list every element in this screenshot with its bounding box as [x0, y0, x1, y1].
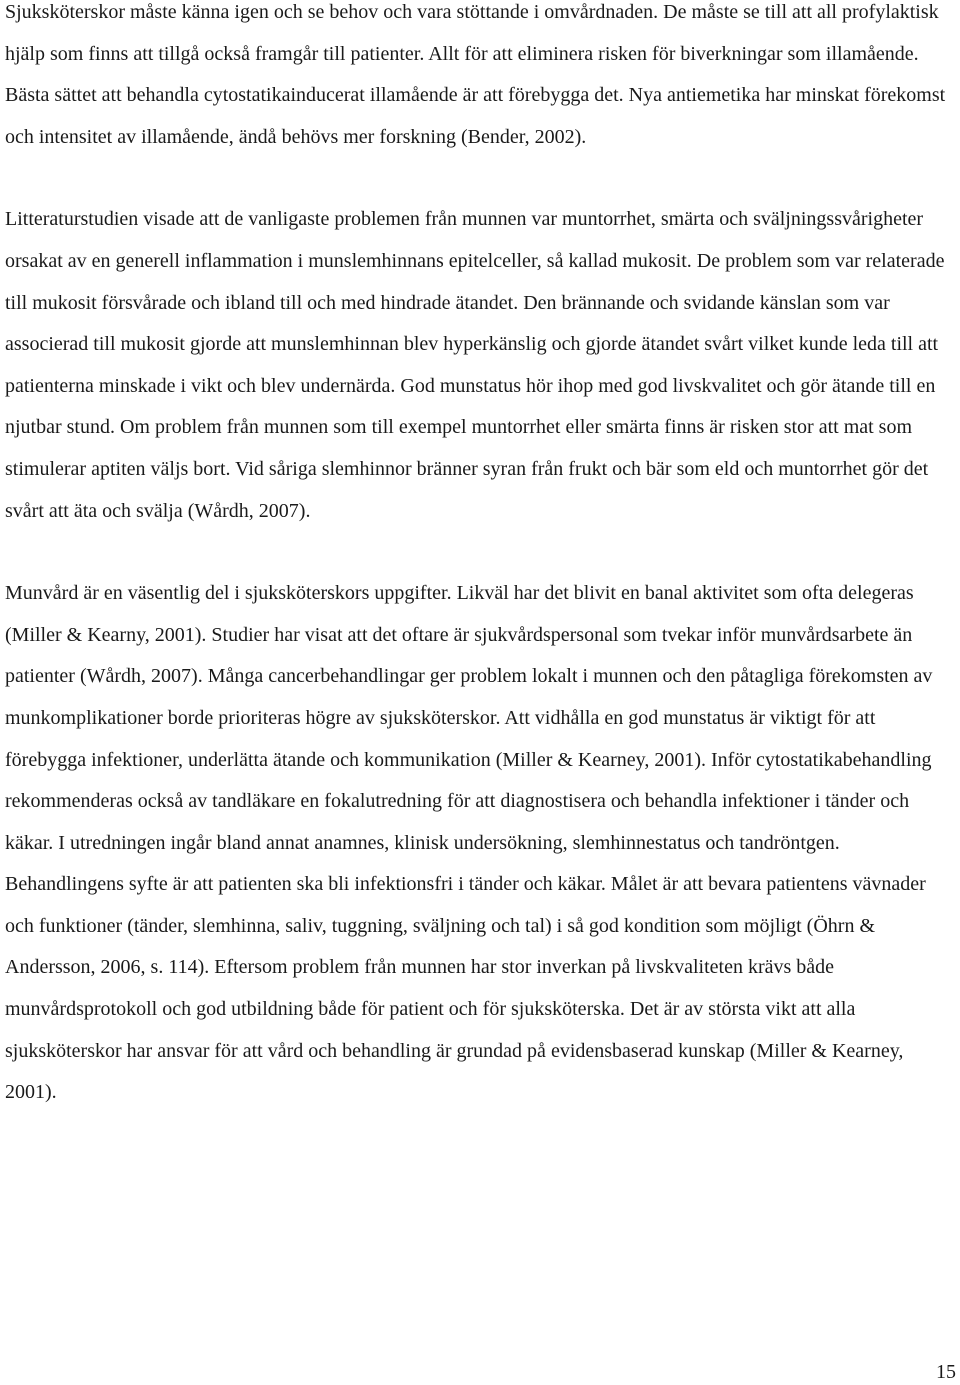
page-number: 15: [936, 1361, 956, 1383]
paragraph-mucositis-findings: Litteraturstudien visade att de vanligaste problemen från munnen var muntorrhet, smärta och sväljningssvårigheter orsakat av en generell inflammation i munslemhinnans epitelceller, så kallad mukosit. De problem som var relaterade till mukosit försvårade och ibland till och med hindrade ätandet. Den brännande och svidande känslan som var associerad till mukosit gjorde att munslemhinnan blev hyperkänslig och gjorde ätandet svårt vilket kunde leda till att patienterna minskade i vikt och blev undernärda. God munstatus hör ihop med god livskvalitet och gör ätande till en njutbar stund. Om problem från munnen som till exempel muntorrhet eller smärta finns är risken stor att mat som stimulerar aptiten väljs bort. Vid såriga slemhinnor bränner syran från frukt och bär som eld och muntorrhet gör det svårt att äta och svälja (Wårdh, 2007).: [5, 208, 945, 522]
document-page: [5, 0, 955, 1114]
paragraph-oral-care: Munvård är en väsentlig del i sjuksköterskors uppgifter. Likväl har det blivit en banal aktivitet som ofta delegeras (Miller & Kearny, 2001). Studier har visat att det oftare är sjukvårdspersonal som tvekar inför munvårdsarbete än patienter (Wårdh, 2007). Många cancerbehandlingar ger problem lokalt i munnen och den påtagliga förekomsten av munkomplikationer borde prioriteras högre av sjuksköterskor. Att vidhålla en god munstatus är viktigt för att förebygga infektioner, underlätta ätande och kommunikation (Miller & Kearney, 2001). Inför cytostatikabehandling rekommenderas också av tandläkare en fokalutredning för att diagnostisera och behandla infektioner i tänder och käkar. I utredningen ingår bland annat anamnes, klinisk undersökning, slemhinnestatus och tandröntgen. Behandlingens syfte är att patienten ska bli infektionsfri i tänder och käkar. Målet är att bevara patientens vävnader och funktioner (tänder, slemhinna, saliv, tuggning, sväljning och tal) i så god kondition som möjligt (Öhrn & Andersson, 2006, s. 114). Eftersom problem från munnen har stor inverkan på livskvaliteten krävs både munvårdsprotokoll och god utbildning både för patient och för sjuksköterska. Det är av största vikt att alla sjuksköterskor har ansvar för att vård och behandling är grundad på evidensbaserad kunskap (Miller & Kearney, 2001).: [5, 582, 933, 1104]
paragraph-nausea-prevention: Sjuksköterskor måste känna igen och se behov och vara stöttande i omvårdnaden. De måste se till att all profylaktisk hjälp som finns att tillgå också framgår till patienter. Allt för att eliminera risken för biverkningar som illamående. Bästa sättet att behandla cytostatikainducerat illamående är att förebygga det. Nya antiemetika har minskat förekomst och intensitet av illamående, ändå behövs mer forskning (Bender, 2002).: [5, 1, 946, 148]
